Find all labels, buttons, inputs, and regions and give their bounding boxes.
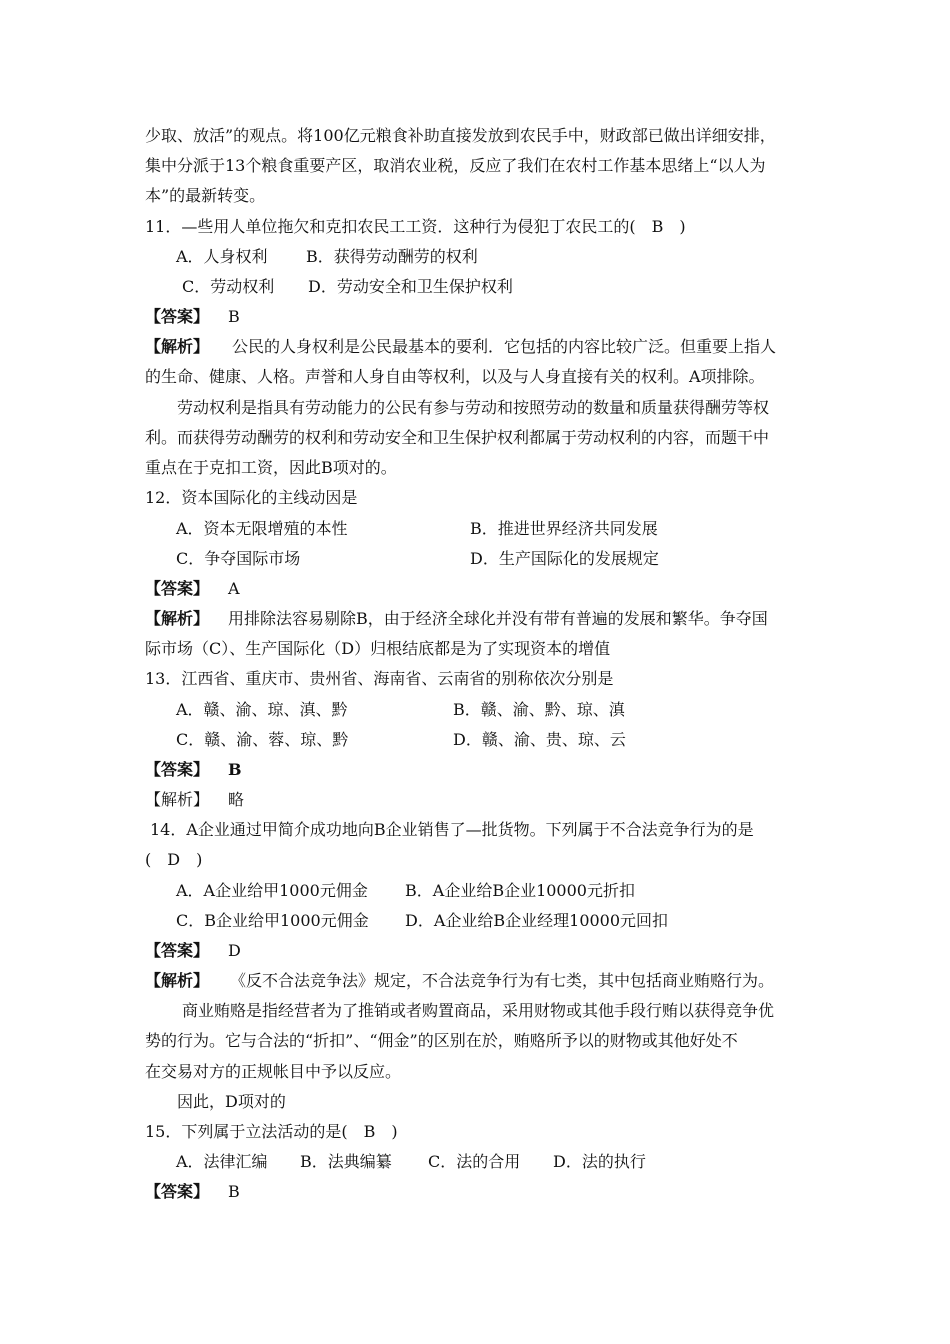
q12-analysis-line-1: 用排除法容易剔除B，由于经济全球化并没有带有普遍的发展和繁华。争夺国 (228, 609, 768, 628)
q14-answer: D (228, 941, 241, 960)
q11-stem: 11．—些用人单位拖欠和克扣农民工工资．这种行为侵犯丁农民工的( B ) (145, 217, 686, 236)
q14-answer-label: 【答案】 (145, 941, 210, 960)
q13-answer-label: 【答案】 (145, 760, 210, 779)
q11-analysis-line-5: 重点在于克扣工资，因此B项对的。 (145, 458, 397, 477)
q11-analysis-label: 【解析】 (145, 337, 210, 356)
intro-line-1: 少取、放活”的观点。将100亿元粮食补助直接发放到农民手中，财政部已做出详细安排， (145, 126, 776, 145)
q14-analysis-line-1: 《反不合法竞争法》规定，不合法竞争行为有七类，其中包括商业贿赂行为。 (230, 971, 775, 990)
q13-answer: B (228, 760, 242, 779)
q15-option-a: A．法律汇编 (176, 1152, 268, 1171)
q14-option-b: B．A企业给B企业10000元折扣 (405, 881, 635, 900)
q13-option-b: B．赣、渝、黔、琼、滇 (453, 700, 625, 719)
q14-analysis-line-3: 势的行为。它与合法的“折扣”、“佣金”的区别在於，贿赂所予以的财物或其他好处不 (145, 1031, 738, 1050)
q12-stem: 12．资本国际化的主线动因是 (145, 488, 358, 507)
intro-line-2: 集中分派于13个粮食重要产区，取消农业税，反应了我们在农村工作基本思绪上“以人为 (145, 156, 766, 175)
q14-stem-line-1: 14．A企业通过甲简介成功地向B企业销售了—批货物。下列属于不合法竞争行为的是 (150, 820, 754, 839)
q14-analysis-line-4: 在交易对方的正规帐目中予以反应。 (145, 1062, 402, 1081)
q14-stem-line-2: ( D ) (145, 850, 203, 869)
q11-analysis-line-4: 利。而获得劳动酬劳的权利和劳动安全和卫生保护权利都属于劳动权利的内容，而题干中 (145, 428, 770, 447)
q14-analysis-line-5: 因此，D项对的 (177, 1092, 286, 1111)
q11-option-a: A．人身权利 (176, 247, 268, 266)
q12-option-a: A．资本无限增殖的本性 (176, 519, 348, 538)
q15-option-c: C．法的合用 (428, 1152, 521, 1171)
q14-analysis-line-2: 商业贿赂是指经营者为了推销或者购置商品，采用财物或其他手段行贿以获得竞争优 (182, 1001, 775, 1020)
q14-option-a: A．A企业给甲1000元佣金 (176, 881, 368, 900)
q11-option-d: D．劳动安全和卫生保护权利 (308, 277, 513, 296)
q11-analysis-line-1: 公民的人身权利是公民最基本的要利．它包括的内容比较广泛。但重要上指人 (232, 337, 777, 356)
q12-analysis-line-2: 际市场（C）、生产国际化（D）归根结底都是为了实现资本的增值 (145, 639, 611, 658)
q13-option-d: D．赣、渝、贵、琼、云 (453, 730, 626, 749)
q11-answer-label: 【答案】 (145, 307, 210, 326)
q12-answer: A (228, 579, 240, 598)
q11-analysis-line-3: 劳动权利是指具有劳动能力的公民有参与劳动和按照劳动的数量和质量获得酬劳等权 (177, 398, 770, 417)
q13-analysis-line-1: 略 (228, 790, 245, 809)
q15-answer-label: 【答案】 (145, 1182, 210, 1201)
q14-analysis-label: 【解析】 (145, 971, 210, 990)
q13-option-a: A．赣、渝、琼、滇、黔 (176, 700, 348, 719)
q11-option-c: C．劳动权利 (182, 277, 275, 296)
q12-option-b: B．推进世界经济共同发展 (470, 519, 658, 538)
q12-answer-label: 【答案】 (145, 579, 210, 598)
q13-option-c: C．赣、渝、蓉、琼、黔 (176, 730, 349, 749)
q15-stem: 15．下列属于立法活动的是( B ) (145, 1122, 398, 1141)
intro-line-3: 本”的最新转变。 (145, 186, 266, 205)
q14-option-d: D．A企业给B企业经理10000元回扣 (405, 911, 669, 930)
q11-answer: B (228, 307, 240, 326)
q13-analysis-label: 【解析】 (145, 790, 210, 809)
q12-analysis-label: 【解析】 (145, 609, 210, 628)
q13-stem: 13．江西省、重庆市、贵州省、海南省、云南省的别称依次分别是 (145, 669, 614, 688)
q12-option-c: C．争夺国际市场 (176, 549, 301, 568)
q11-option-b: B．获得劳动酬劳的权利 (306, 247, 478, 266)
q15-option-b: B．法典编纂 (300, 1152, 392, 1171)
q15-option-d: D．法的执行 (553, 1152, 646, 1171)
q15-answer: B (228, 1182, 240, 1201)
q11-analysis-line-2: 的生命、健康、人格。声誉和人身自由等权利，以及与人身直接有关的权利。A项排除。 (145, 367, 765, 386)
q12-option-d: D．生产国际化的发展规定 (470, 549, 659, 568)
q14-option-c: C．B企业给甲1000元佣金 (176, 911, 369, 930)
